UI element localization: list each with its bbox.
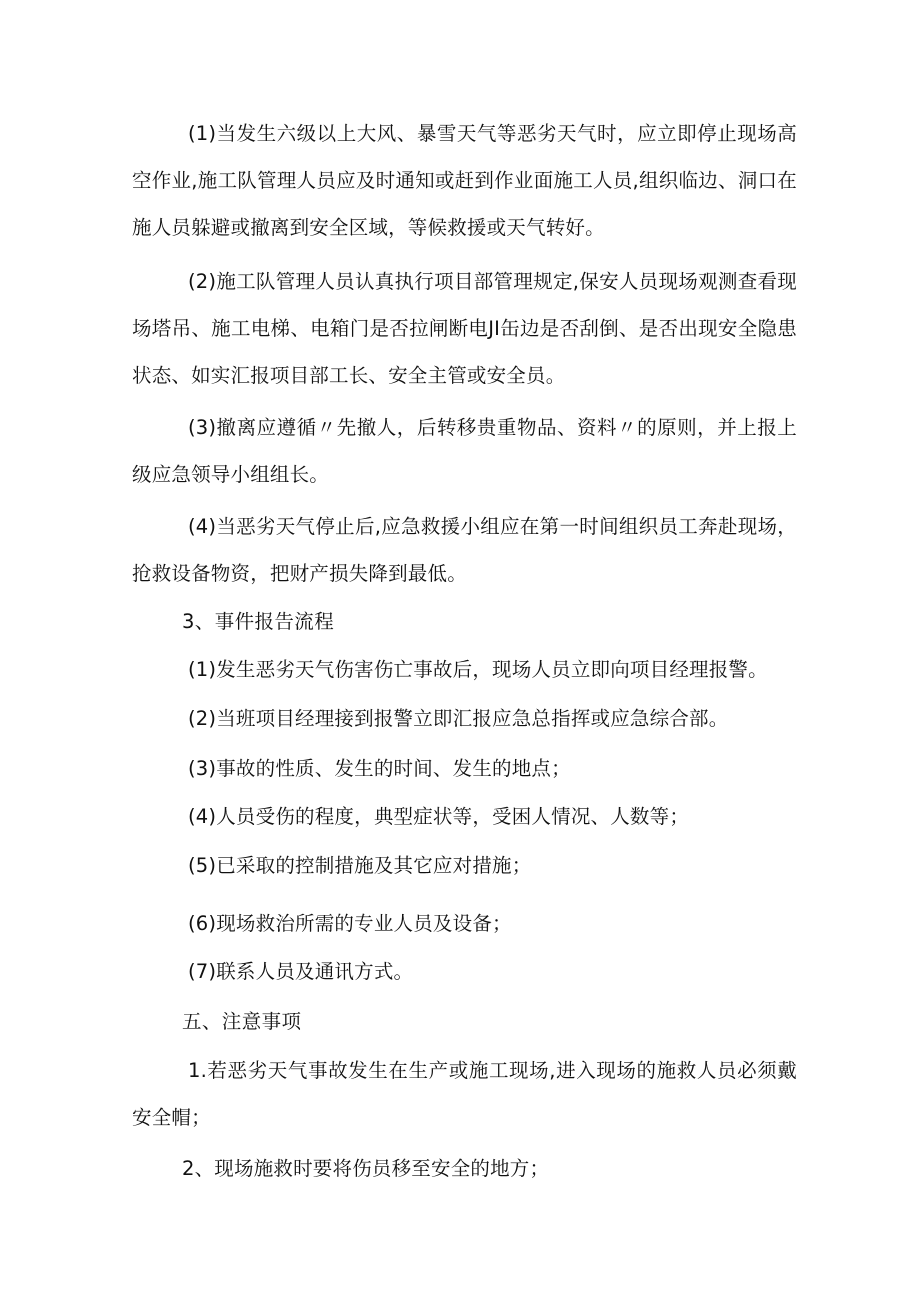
report-item-4: (4)人员受伤的程度，典型症状等，受困人情况、人数等；	[188, 805, 690, 828]
report-item-5: (5)已采取的控制措施及其它应对措施；	[188, 854, 532, 877]
report-item-3: (3)事故的性质、发生的时间、发生的地点；	[188, 757, 571, 780]
paragraph-2: (2)施工队管理人员认真执行项目部管理规定,保安人员现场观测查看现场塔吊、施工电梯、电箱门是否拉闸断电JI缶边是否刮倒、是否出现安全隐患状态、如实汇报项目部工长、安全主管或安全员。	[132, 270, 797, 387]
paragraph-4: (4)当恶劣天气停止后,应急救援小组应在第一时间组织员工奔赴现场，抢救设备物资，把财产损失降到最低。	[132, 515, 797, 585]
paragraph-1: (1)当发生六级以上大风、暴雪天气等恶劣天气时，应立即停止现场高空作业,施工队管理人员应及时通知或赶到作业面施工人员,组织临边、洞口在施人员躲避或撤离到安全区域，等候救援或天气转好。	[132, 122, 797, 239]
report-item-1: (1)发生恶劣天气伤害伤亡事故后，现场人员立即向项目经理报警。	[188, 658, 768, 681]
paragraph-3: (3)撤离应遵循〃先撤人，后转移贵重物品、资料〃的原则，并上报上级应急领导小组组长。	[132, 416, 797, 486]
report-item-6: (6)现场救治所需的专业人员及设备；	[188, 912, 512, 935]
section-3-heading: 3、事件报告流程	[182, 610, 335, 633]
caution-item-1: 1.若恶劣天气事故发生在生产或施工现场,进入现场的施救人员必须戴安全帽；	[132, 1059, 797, 1129]
report-item-7: (7)联系人员及通讯方式。	[188, 960, 414, 983]
section-5-heading: 五、注意事项	[182, 1010, 302, 1033]
caution-item-2: 2、现场施救时要将伤员移至安全的地方；	[182, 1157, 550, 1180]
report-item-2: (2)当班项目经理接到报警立即汇报应急总指挥或应急综合部。	[188, 707, 729, 730]
